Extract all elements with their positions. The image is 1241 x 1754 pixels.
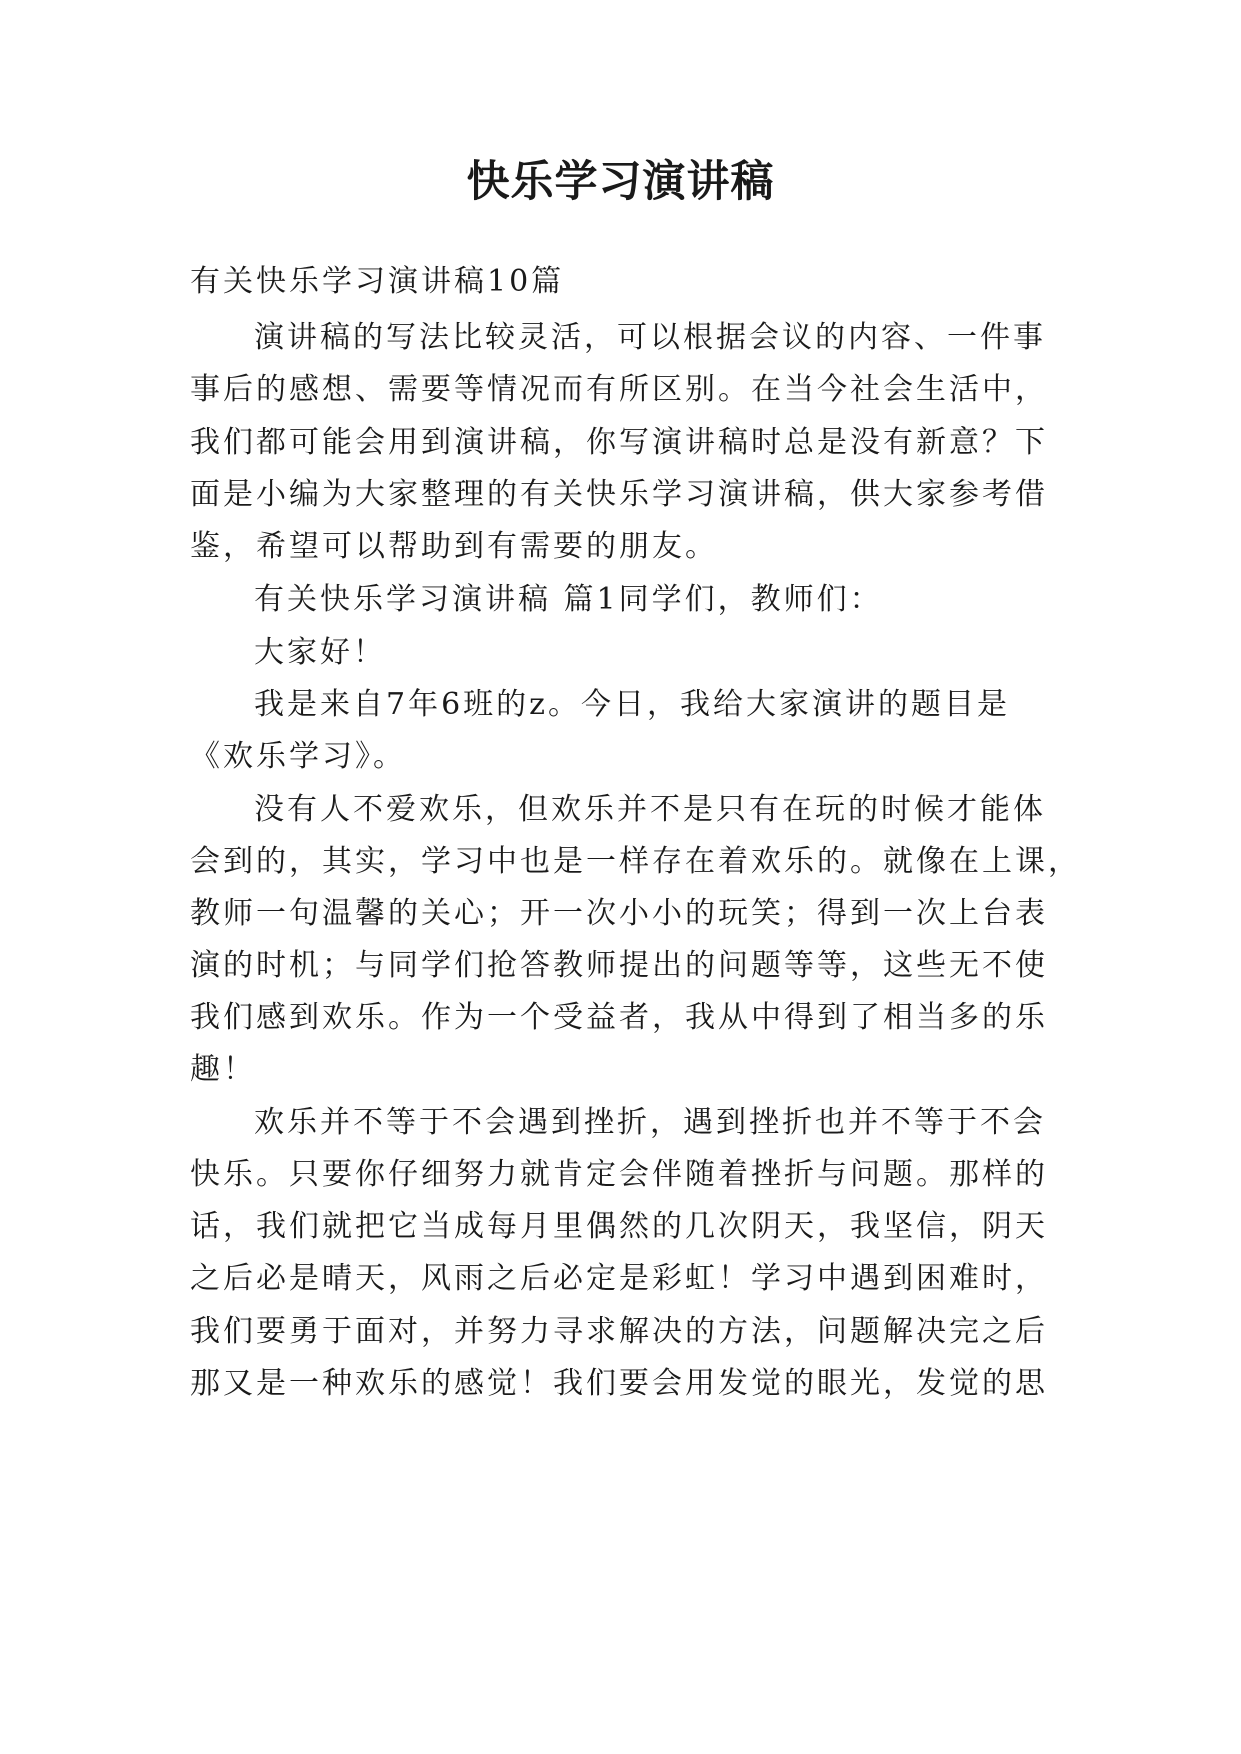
paragraph-line: 没有人不爱欢乐，但欢乐并不是只有在玩的时候才能体	[254, 792, 1046, 827]
subtitle-line: 有关快乐学习演讲稿10篇	[190, 264, 565, 299]
paragraph-line: 事后的感想、需要等情况而有所区别。在当今社会生活中，	[190, 372, 1048, 407]
greeting-line: 大家好！	[254, 635, 386, 670]
section-heading-line: 有关快乐学习演讲稿 篇1同学们，教师们：	[254, 582, 883, 617]
paragraph-line: 面是小编为大家整理的有关快乐学习演讲稿，供大家参考借	[190, 477, 1048, 512]
paragraph-line: 演的时机；与同学们抢答教师提出的问题等等，这些无不使	[190, 948, 1048, 983]
paragraph-line: 我是来自7年6班的z。今日，我给大家演讲的题目是	[254, 687, 1010, 722]
paragraph-line: 教师一句温馨的关心；开一次小小的玩笑；得到一次上台表	[190, 896, 1048, 931]
paragraph-line: 快乐。只要你仔细努力就肯定会伴随着挫折与问题。那样的	[190, 1157, 1048, 1192]
paragraph-line: 话，我们就把它当成每月里偶然的几次阴天，我坚信，阴天	[190, 1209, 1048, 1244]
paragraph-line: 我们都可能会用到演讲稿，你写演讲稿时总是没有新意？下	[190, 425, 1048, 460]
paragraph-line: 会到的，其实，学习中也是一样存在着欢乐的。就像在上课，	[190, 844, 1081, 879]
paragraph-line: 鉴，希望可以帮助到有需要的朋友。	[190, 529, 718, 564]
paragraph-line: 那又是一种欢乐的感觉！我们要会用发觉的眼光，发觉的思	[190, 1366, 1048, 1401]
paragraph-line: 之后必是晴天，风雨之后必定是彩虹！学习中遇到困难时，	[190, 1261, 1048, 1296]
paragraph-line: 《欢乐学习》。	[190, 739, 406, 774]
paragraph-line: 欢乐并不等于不会遇到挫折，遇到挫折也并不等于不会	[254, 1105, 1046, 1140]
paragraph-line: 趣！	[190, 1052, 256, 1087]
paragraph-line: 我们感到欢乐。作为一个受益者，我从中得到了相当多的乐	[190, 1000, 1048, 1035]
paragraph-line: 我们要勇于面对，并努力寻求解决的方法，问题解决完之后	[190, 1314, 1048, 1349]
paragraph-line: 演讲稿的写法比较灵活，可以根据会议的内容、一件事	[254, 320, 1046, 355]
document-title: 快乐学习演讲稿	[466, 157, 775, 207]
